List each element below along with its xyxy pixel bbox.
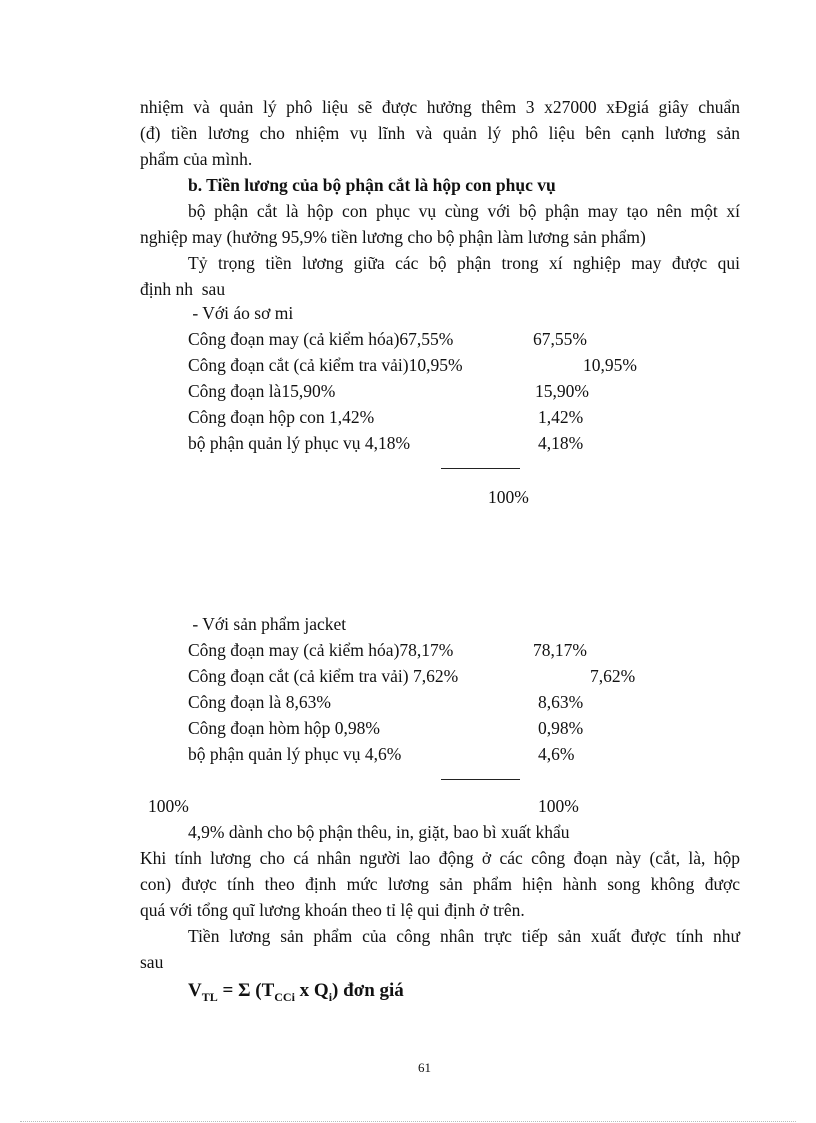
jacket-row-value: 78,17% [533, 640, 587, 660]
note-line: 4,9% dành cho bộ phận thêu, in, giặt, bao bì xuất khẩu [188, 822, 570, 842]
jacket-row-value: 7,62% [590, 666, 636, 686]
formula-v: V [188, 980, 202, 1001]
section-heading: b. Tiền lương của bộ phận cắt là hộp con phục vụ [188, 175, 556, 195]
formula-times-q: x Q [294, 980, 329, 1001]
shirt-row-value: 10,95% [583, 355, 637, 375]
shirt-row-label: Công đoạn cắt (cả kiểm tra vải)10,95% [188, 355, 463, 375]
jacket-row-value: 4,6% [538, 744, 575, 764]
jacket-total-left: 100% [148, 796, 189, 816]
shirt-total: 100% [488, 487, 529, 507]
jacket-row-label: Công đoạn may (cả kiểm hóa)78,17% [188, 640, 454, 660]
shirt-row-value: 67,55% [533, 329, 587, 349]
sum-rule [441, 468, 520, 469]
jacket-total-right: 100% [538, 796, 579, 816]
intro-line-1: nhiệm và quản lý phô liệu sẽ được hưởng thêm 3 x27000 xĐgiá giây chuẩn [140, 97, 740, 117]
wage-formula [188, 980, 404, 1005]
para3-line-1: Khi tính lương cho cá nhân người lao động ở các công đoạn này (cắt, là, hộp [140, 848, 740, 868]
formula-unit-price: ) đơn giá [332, 980, 404, 1001]
shirt-row-value: 15,90% [535, 381, 589, 401]
formula-v-subscript: TL [201, 989, 218, 1004]
jacket-row-label: Công đoạn là 8,63% [188, 692, 331, 712]
formula-sum: = Σ (T [217, 980, 275, 1001]
shirt-row-label: Công đoạn hộp con 1,42% [188, 407, 375, 427]
jacket-row-label: Công đoạn hòm hộp 0,98% [188, 718, 381, 738]
section-b-para2-line2: định nh sau [140, 279, 226, 299]
shirt-row-label: Công đoạn là15,90% [188, 381, 336, 401]
intro-line-3: phẩm của mình. [140, 149, 253, 169]
para4-line-2: sau [140, 952, 164, 972]
shirt-row-value: 1,42% [538, 407, 584, 427]
formula-q-subscript: i [328, 989, 333, 1004]
jacket-title: - Với sản phẩm jacket [188, 614, 347, 634]
para3-line-2: con) được tính theo định mức lương sản phẩm hiện hành song không được [140, 874, 740, 894]
section-b-para1-line1: bộ phận cắt là hộp con phục vụ cùng với bộ phận may tạo nên một xí [188, 201, 740, 221]
para3-line-3: quá với tổng quĩ lương khoán theo tỉ lệ qui định ở trên. [140, 900, 525, 920]
jacket-row-value: 8,63% [538, 692, 584, 712]
shirt-title: - Với áo sơ mi [188, 303, 294, 323]
para4-line-1: Tiền lương sản phẩm của công nhân trực tiếp sản xuất được tính như [188, 926, 740, 946]
shirt-row-label: Công đoạn may (cả kiểm hóa)67,55% [188, 329, 454, 349]
shirt-row-label: bộ phận quản lý phục vụ 4,18% [188, 433, 411, 453]
intro-line-2: (đ) tiền lương cho nhiệm vụ lĩnh và quản lý phô liệu bên cạnh lương sản [140, 123, 740, 143]
page-edge-divider [20, 1121, 796, 1122]
jacket-row-label: bộ phận quản lý phục vụ 4,6% [188, 744, 402, 764]
shirt-row-value: 4,18% [538, 433, 584, 453]
section-b-para2-line1: Tỷ trọng tiền lương giữa các bộ phận trong xí nghiệp may được qui [188, 253, 740, 273]
sum-rule [441, 779, 520, 780]
jacket-row-label: Công đoạn cắt (cả kiểm tra vải) 7,62% [188, 666, 459, 686]
page-number: 61 [418, 1060, 431, 1075]
jacket-row-value: 0,98% [538, 718, 584, 738]
formula-t-subscript: CCi [274, 989, 295, 1004]
section-b-para1-line2: nghiệp may (hưởng 95,9% tiền lương cho bộ phận làm lương sản phẩm) [140, 227, 646, 247]
